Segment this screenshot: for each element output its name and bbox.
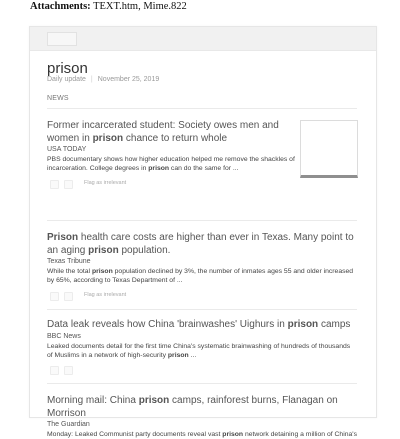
- keyword-highlight: prison: [88, 244, 119, 256]
- article-thumbnail[interactable]: [300, 120, 358, 178]
- article-snippet: Leaked documents detail for the first time China's systematic brainwashing of hundreds of thousands of Muslims in a network of high-security prison ...: [47, 342, 351, 359]
- facebook-share-icon[interactable]: [50, 180, 59, 189]
- article-source: The Guardian: [47, 421, 90, 428]
- article-title-link[interactable]: Prison health care costs are higher than ever in Texas. Many point to an aging prison population.: [47, 232, 354, 256]
- keyword-highlight: prison: [287, 319, 319, 330]
- alert-query-heading: prison: [47, 60, 88, 77]
- article-item: [47, 319, 357, 378]
- attachments-line: [30, 0, 187, 14]
- article-item: [47, 232, 357, 304]
- alert-card: [29, 26, 377, 438]
- keyword-highlight: Prison: [47, 232, 79, 243]
- article-item: [47, 395, 357, 439]
- article-source: Texas Tribune: [47, 258, 91, 265]
- article-actions: [47, 364, 357, 378]
- keyword-highlight: prison: [91, 268, 113, 275]
- alert-date: November 25, 2019: [97, 76, 160, 83]
- article-snippet: Monday: Leaked Communist party documents reveal vast prison network detaining a million of China's: [47, 431, 357, 438]
- keyword-highlight: prison: [148, 165, 170, 173]
- attachments-label: Attachments:: [30, 1, 91, 12]
- article-snippet: PBS documentary shows how higher education helped me remove the shackles of incarceration. College degrees in prison can do the same for ...: [47, 156, 295, 173]
- article-title-link[interactable]: Morning mail: China prison camps, rainforest burns, Flanagan on Morrison: [47, 395, 338, 419]
- article-snippet: While the total prison population declined by 3%, the number of inmates ages 55 and older increased by 65%, according to Texas Department of ...: [47, 268, 354, 285]
- facebook-share-icon[interactable]: [50, 366, 59, 375]
- keyword-highlight: prison: [92, 132, 124, 144]
- twitter-share-icon[interactable]: [64, 180, 73, 189]
- keyword-highlight: prison: [138, 395, 170, 406]
- section-divider: [47, 108, 357, 109]
- keyword-highlight: prison: [167, 351, 189, 359]
- alert-meta: Daily update | November 25, 2019: [47, 76, 160, 83]
- flag-irrelevant-link[interactable]: Flag as irrelevant: [84, 179, 127, 186]
- article-source: USA TODAY: [47, 146, 87, 153]
- attachments-value[interactable]: TEXT.htm, Mime.822: [93, 1, 187, 12]
- twitter-share-icon[interactable]: [64, 292, 73, 301]
- article-title-link[interactable]: Data leak reveals how China 'brainwashes' Uighurs in prison camps: [47, 319, 351, 330]
- alert-frequency: Daily update: [47, 76, 86, 83]
- twitter-share-icon[interactable]: [64, 366, 73, 375]
- facebook-share-icon[interactable]: [50, 292, 59, 301]
- article-source: BBC News: [47, 332, 81, 340]
- article-actions: [47, 290, 357, 304]
- google-logo-icon[interactable]: [47, 32, 77, 46]
- article-divider: [47, 309, 357, 310]
- flag-irrelevant-link[interactable]: Flag as irrelevant: [84, 291, 127, 298]
- article-actions: [47, 178, 297, 192]
- article-divider: [47, 383, 357, 384]
- section-label-news: NEWS: [47, 95, 69, 102]
- article-title-link[interactable]: Former incarcerated student: Society owes men and women in prison chance to return whole: [47, 120, 279, 144]
- article-divider: [47, 220, 357, 221]
- alert-header-bar: [30, 27, 376, 51]
- keyword-highlight: prison: [222, 431, 244, 438]
- article-item: [47, 120, 297, 192]
